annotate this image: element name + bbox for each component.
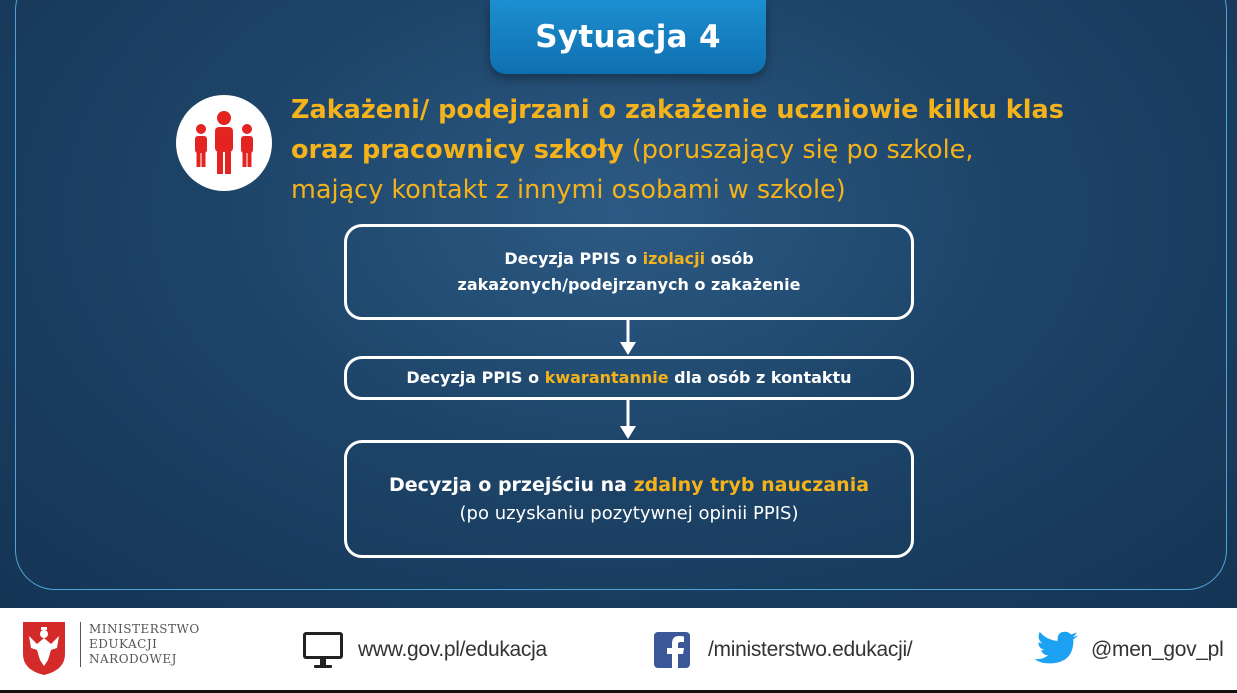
step1-text-after: osób [705, 249, 754, 268]
footer [0, 608, 1237, 693]
heading-bold-line2: oraz pracownicy szkoły [291, 135, 624, 165]
step-isolation-box [344, 224, 914, 320]
step-quarantine-box [344, 356, 914, 400]
step-remote-learning-box [344, 440, 914, 558]
step3-highlight: zdalny tryb nauczania [633, 474, 870, 496]
step3-text: Decyzja o przejściu na [388, 474, 634, 496]
twitter-text[interactable]: @men_gov_pl [1091, 638, 1224, 661]
step1-text: Decyzja PPIS o [504, 249, 643, 268]
website-text[interactable]: www.gov.pl/edukacja [358, 638, 547, 661]
people-group-icon [176, 95, 272, 191]
ministry-line2: EDUKACJI [89, 637, 158, 651]
facebook-icon [654, 632, 690, 668]
step2-text-after: dla osób z kontaktu [668, 368, 852, 387]
down-arrow-icon [619, 320, 637, 356]
step1-line2: zakażonych/podejrzanych o zakażenie [457, 275, 801, 294]
situation-heading [291, 90, 1191, 210]
facebook-text[interactable]: /ministerstwo.edukacji/ [708, 638, 913, 661]
slide-title: Sytuacja 4 [535, 19, 721, 55]
step2-text: Decyzja PPIS o [406, 368, 545, 387]
heading-normal-line3: mający kontakt z innymi osobami w szkole) [291, 175, 846, 205]
title-tab [490, 0, 766, 74]
facebook-link[interactable] [654, 620, 912, 680]
down-arrow-icon [619, 400, 637, 440]
website-link[interactable] [302, 620, 547, 680]
ministry-line3: NARODOWEJ [89, 652, 177, 666]
step1-highlight: izolacji [642, 249, 706, 268]
twitter-icon [1033, 631, 1079, 669]
heading-bold-line1: Zakażeni/ podejrzani o zakażenie uczniowie kilku klas [291, 95, 1064, 125]
twitter-link[interactable] [1033, 620, 1223, 680]
step2-highlight: kwarantannie [544, 368, 669, 387]
ministry-line1: MINISTERSTWO [89, 622, 200, 636]
heading-normal-line2: (poruszający się po szkole, [623, 135, 974, 165]
monitor-icon [302, 630, 344, 670]
ministry-name [80, 622, 200, 667]
step3-subtext: (po uzyskaniu pozytywnej opinii PPIS) [459, 503, 799, 524]
polish-eagle-emblem-icon [21, 620, 67, 676]
